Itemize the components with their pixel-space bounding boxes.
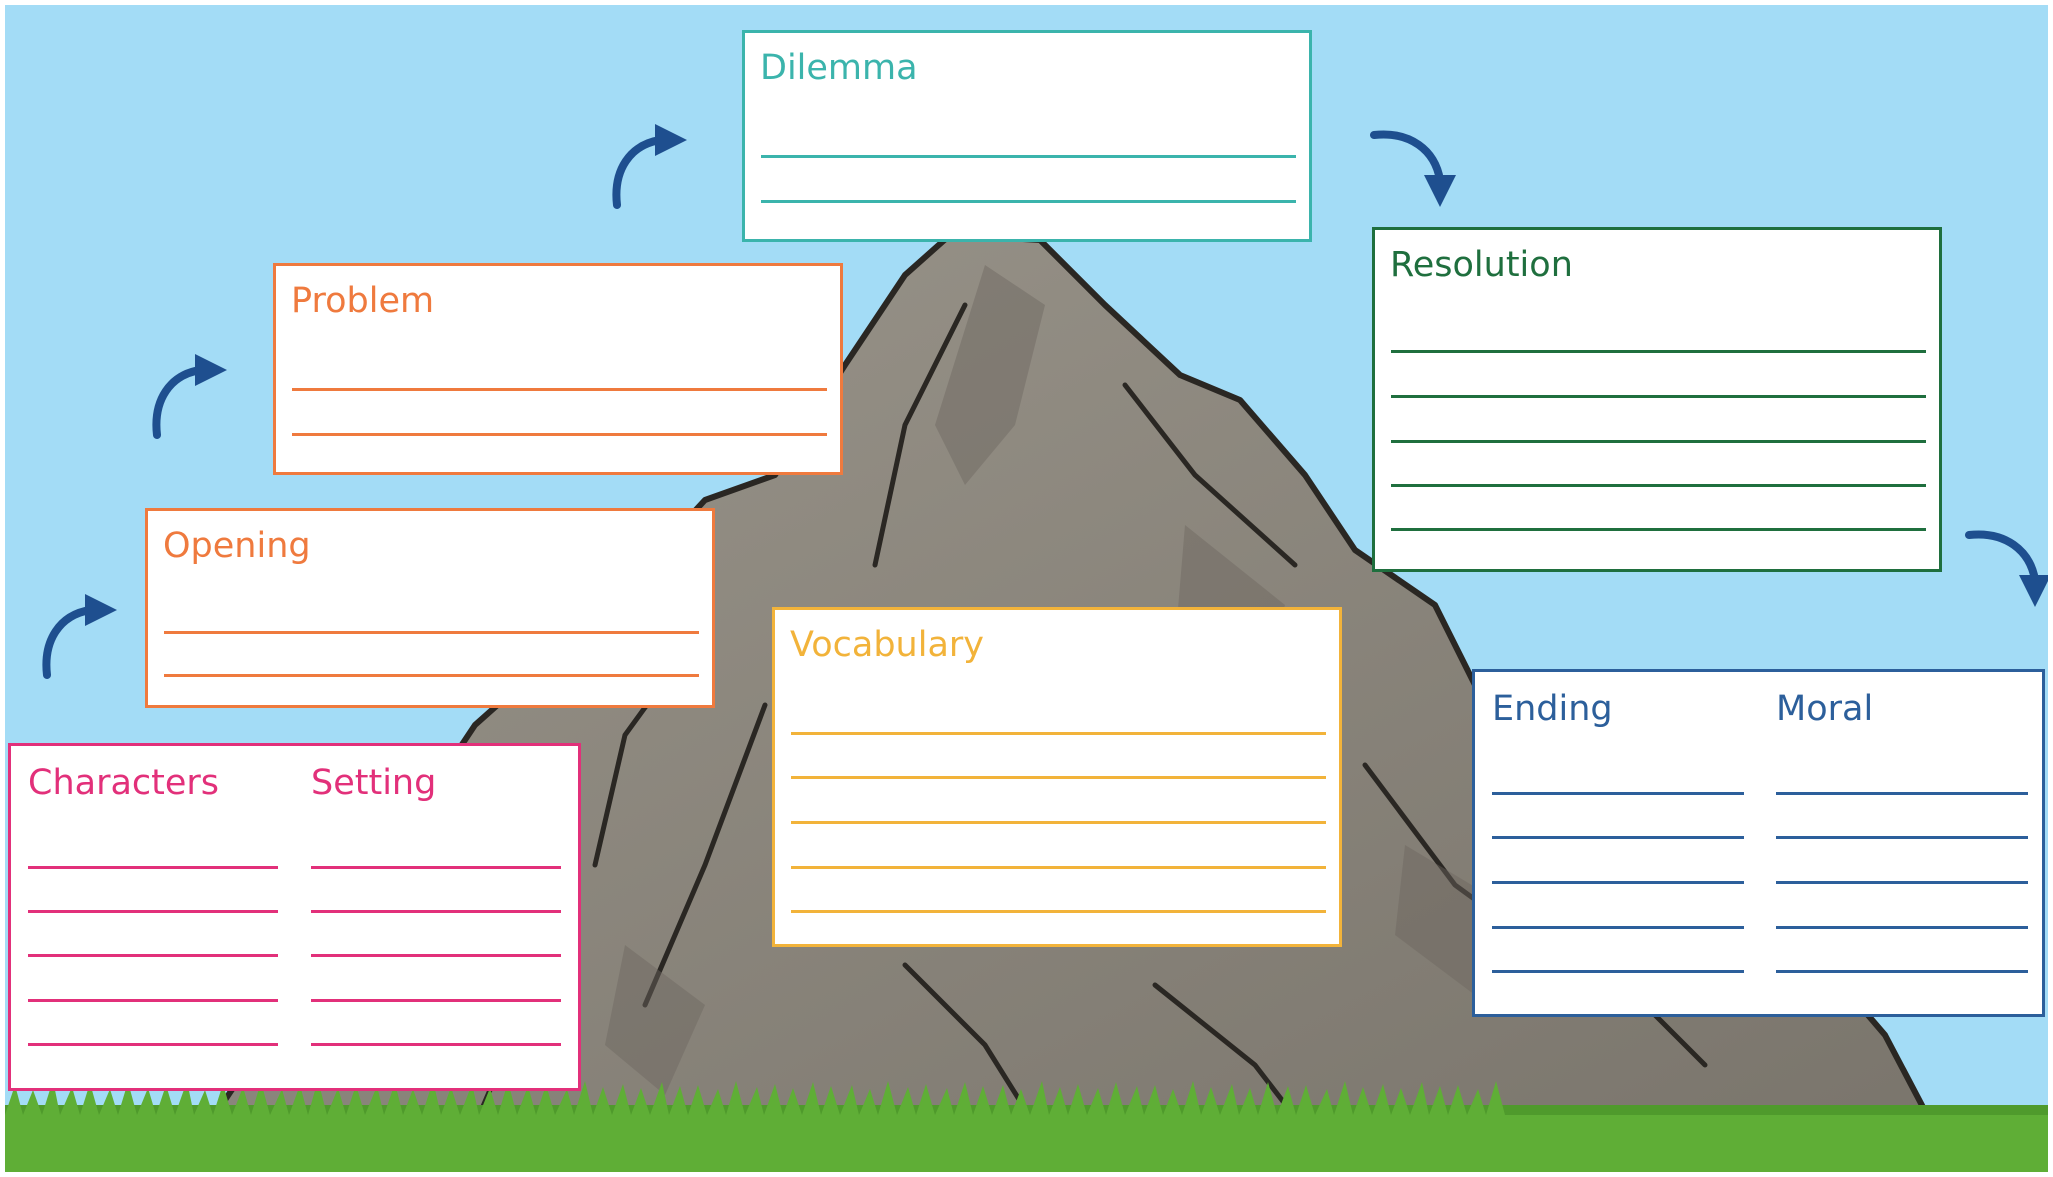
characters-setting-box [8,743,581,1091]
moral-line[interactable] [1776,836,2028,839]
setting-line[interactable] [311,866,561,869]
moral-line[interactable] [1776,792,2028,795]
vocabulary-line[interactable] [791,776,1326,779]
vocabulary-title: Vocabulary [790,625,985,665]
resolution-line[interactable] [1391,350,1926,353]
setting-title: Setting [311,763,437,803]
resolution-line[interactable] [1391,395,1926,398]
problem-line[interactable] [292,388,827,391]
dilemma-box [742,30,1312,242]
ending-line[interactable] [1492,926,1744,929]
moral-line[interactable] [1776,926,2028,929]
dilemma-line[interactable] [761,155,1296,158]
vocabulary-line[interactable] [791,821,1326,824]
characters-line[interactable] [28,866,278,869]
problem-title: Problem [291,281,435,321]
dilemma-line[interactable] [761,200,1296,203]
moral-title: Moral [1776,689,1874,729]
dilemma-title: Dilemma [760,48,918,88]
problem-line[interactable] [292,433,827,436]
vocabulary-line[interactable] [791,732,1326,735]
opening-line[interactable] [164,674,699,677]
ending-title: Ending [1492,689,1613,729]
opening-box [145,508,715,708]
moral-line[interactable] [1776,970,2028,973]
setting-line[interactable] [311,999,561,1002]
characters-line[interactable] [28,954,278,957]
characters-line[interactable] [28,1043,278,1046]
resolution-title: Resolution [1390,245,1573,285]
characters-line[interactable] [28,999,278,1002]
ending-line[interactable] [1492,881,1744,884]
vocabulary-line[interactable] [791,866,1326,869]
setting-line[interactable] [311,1043,561,1046]
ending-line[interactable] [1492,792,1744,795]
story-mountain-canvas [5,5,2048,1172]
arrow-down-2-icon [1965,525,2048,615]
characters-line[interactable] [28,910,278,913]
arrow-up-3-icon [605,120,695,210]
ending-line[interactable] [1492,970,1744,973]
ending-moral-box [1472,669,2045,1017]
setting-line[interactable] [311,910,561,913]
problem-box [273,263,843,475]
opening-title: Opening [163,526,311,566]
characters-title: Characters [28,763,220,803]
resolution-box [1372,227,1942,572]
moral-line[interactable] [1776,881,2028,884]
arrow-up-1-icon [35,590,125,680]
vocabulary-box [772,607,1342,947]
resolution-line[interactable] [1391,440,1926,443]
opening-line[interactable] [164,631,699,634]
setting-line[interactable] [311,954,561,957]
resolution-line[interactable] [1391,528,1926,531]
ending-line[interactable] [1492,836,1744,839]
arrow-up-2-icon [145,350,235,440]
resolution-line[interactable] [1391,484,1926,487]
arrow-down-1-icon [1370,125,1460,215]
vocabulary-line[interactable] [791,910,1326,913]
